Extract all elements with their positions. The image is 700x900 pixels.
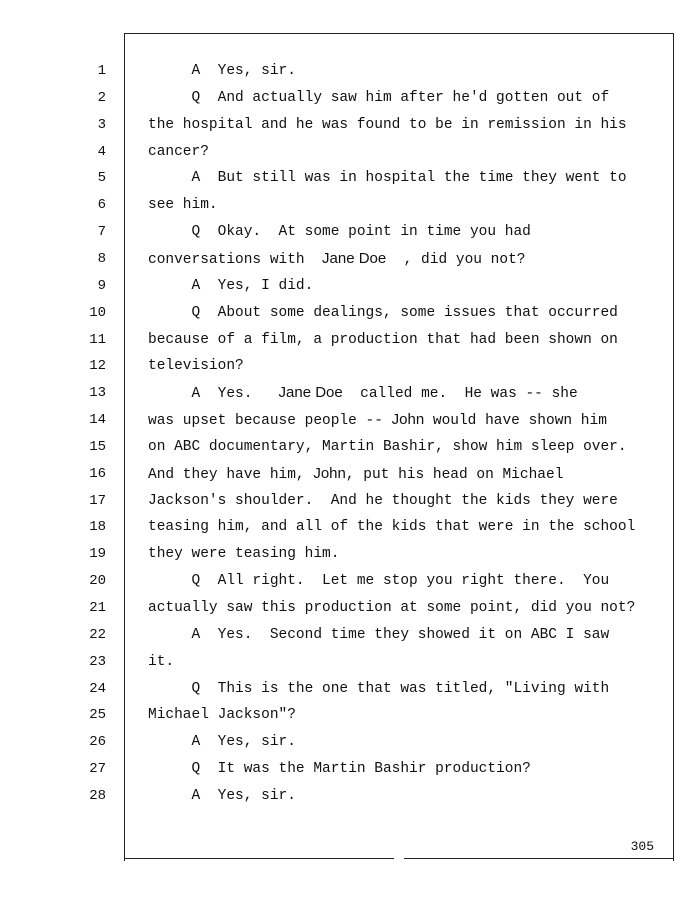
line-text: A Yes. Second time they showed it on ABC I saw	[148, 627, 610, 643]
transcript-line	[148, 386, 578, 401]
line-text: A But still was in hospital the time they went to	[148, 170, 627, 186]
transcript-line	[148, 574, 609, 588]
line-text: conversations with	[148, 252, 323, 268]
transcript-line	[148, 252, 525, 267]
transcript-line	[148, 440, 627, 454]
transcript-line	[148, 655, 174, 669]
line-text: , did you not?	[386, 252, 526, 268]
transcript-line	[148, 64, 296, 78]
transcript-line	[148, 682, 609, 696]
transcript-line	[148, 279, 313, 293]
line-text: cancer?	[148, 144, 209, 160]
line-number: 21	[89, 600, 106, 616]
transcript-line	[148, 494, 618, 508]
transcript-line	[148, 118, 627, 132]
line-text: A Yes, I did.	[148, 278, 314, 294]
line-text: Q All right. Let me stop you right there. You	[148, 573, 610, 589]
transcript-line	[148, 145, 209, 159]
transcript-line	[148, 520, 635, 534]
line-number: 4	[97, 144, 106, 160]
line-number: 8	[97, 251, 106, 267]
line-text: on ABC documentary, Martin Bashir, show him sleep over.	[148, 439, 627, 455]
line-number: 18	[89, 519, 106, 535]
line-text: teasing him, and all of the kids that were in the school	[148, 519, 636, 535]
line-number: 16	[89, 466, 106, 482]
line-text: Q It was the Martin Bashir production?	[148, 761, 531, 777]
line-text: called me. He was -- she	[342, 386, 578, 402]
transcript-line	[148, 467, 563, 482]
line-text: television?	[148, 358, 244, 374]
line-number: 10	[89, 305, 106, 321]
transcript-line	[148, 359, 244, 373]
transcript-line	[148, 413, 607, 428]
line-number: 25	[89, 707, 106, 723]
line-text: A Yes, sir.	[148, 63, 296, 79]
transcript-line	[148, 708, 296, 722]
line-text: Jackson's shoulder. And he thought the kids they were	[148, 493, 618, 509]
transcript-line	[148, 171, 627, 185]
redacted-name: John	[313, 465, 346, 482]
line-number: 13	[89, 385, 106, 401]
line-number: 20	[89, 573, 106, 589]
line-number: 22	[89, 627, 106, 643]
transcript-line	[148, 198, 218, 212]
line-number: 27	[89, 761, 106, 777]
line-text: Michael Jackson"?	[148, 707, 296, 723]
line-number: 11	[89, 332, 106, 348]
line-text: would have shown him	[424, 413, 607, 429]
transcript-line	[148, 306, 618, 320]
line-text: Q This is the one that was titled, "Living with	[148, 681, 610, 697]
line-number: 9	[97, 278, 106, 294]
page-number: 305	[630, 839, 654, 854]
line-text: Q About some dealings, some issues that occurred	[148, 305, 618, 321]
line-number: 12	[89, 358, 106, 374]
line-text: they were teasing him.	[148, 546, 340, 562]
line-text: And they have him,	[148, 467, 314, 483]
line-text: , put his head on Michael	[345, 467, 564, 483]
line-text: it.	[148, 654, 175, 670]
line-number: 17	[89, 493, 106, 509]
transcript-line	[148, 225, 531, 239]
redacted-name: Jane Doe	[322, 250, 387, 267]
line-text: the hospital and he was found to be in remission in his	[148, 117, 627, 133]
line-number: 24	[89, 681, 106, 697]
redacted-name: Jane Doe	[278, 384, 343, 401]
transcript-line	[148, 601, 635, 615]
transcript-line	[148, 789, 296, 803]
line-text: see him.	[148, 197, 218, 213]
line-number: 15	[89, 439, 106, 455]
line-number: 19	[89, 546, 106, 562]
line-number: 1	[97, 63, 106, 79]
line-number: 7	[97, 224, 106, 240]
line-text: A Yes, sir.	[148, 788, 296, 804]
line-number: 14	[89, 412, 106, 428]
transcript-line	[148, 735, 296, 749]
line-text: A Yes, sir.	[148, 734, 296, 750]
line-number: 6	[97, 197, 106, 213]
line-text: Q Okay. At some point in time you had	[148, 224, 531, 240]
line-text: Q And actually saw him after he'd gotten out of	[148, 90, 610, 106]
line-number: 2	[97, 90, 106, 106]
transcript-line	[148, 547, 339, 561]
transcript-line	[148, 628, 609, 642]
line-text: actually saw this production at some point, did you not?	[148, 600, 636, 616]
line-number: 23	[89, 654, 106, 670]
bottom-rule-right	[404, 858, 674, 859]
line-text: A Yes.	[148, 386, 279, 402]
line-text: was upset because people --	[148, 413, 392, 429]
line-text: because of a film, a production that had been shown on	[148, 332, 618, 348]
bottom-rule-left	[124, 858, 394, 859]
line-number: 3	[97, 117, 106, 133]
transcript-line	[148, 333, 618, 347]
line-number: 28	[89, 788, 106, 804]
redacted-name: John	[391, 411, 425, 428]
line-number: 26	[89, 734, 106, 750]
line-number: 5	[97, 170, 106, 186]
transcript-line	[148, 91, 609, 105]
transcript-line	[148, 762, 531, 776]
